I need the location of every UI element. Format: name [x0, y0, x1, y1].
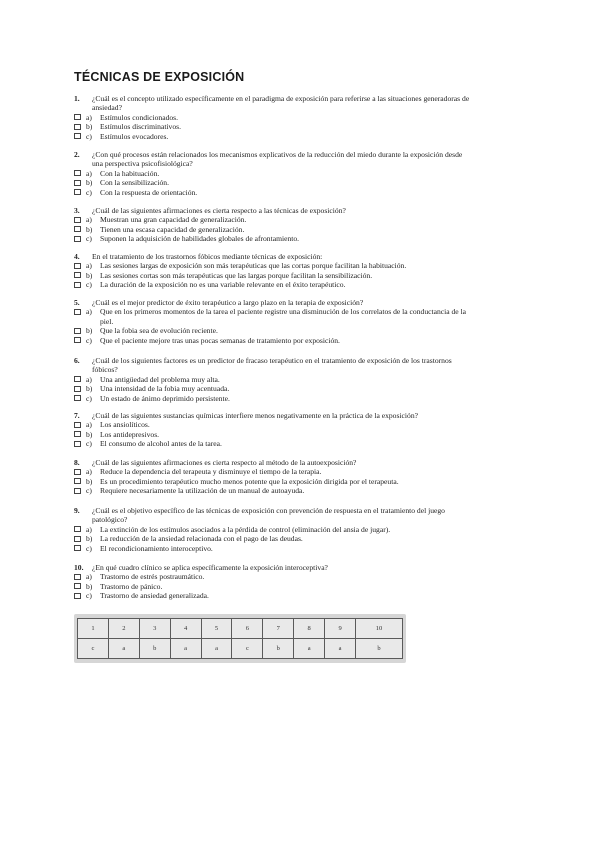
option-text: Que la fobia sea de evolución reciente. — [100, 326, 218, 336]
question-stem — [74, 356, 474, 375]
question-number: 1. — [74, 94, 80, 103]
answer-option[interactable] — [74, 477, 474, 486]
checkbox[interactable] — [74, 114, 81, 120]
answer-option[interactable] — [74, 336, 474, 345]
option-letter: b) — [86, 429, 93, 439]
question-stem — [74, 506, 474, 525]
option-letter: a) — [86, 524, 92, 534]
question-stem — [74, 252, 474, 261]
answer-option[interactable] — [74, 225, 474, 234]
question — [74, 252, 474, 290]
option-letter: b) — [86, 384, 93, 394]
option-text: Con la respuesta de orientación. — [100, 187, 198, 197]
option-text: Tienen una escasa capacidad de generalización. — [100, 224, 245, 234]
answer-option[interactable] — [74, 307, 474, 326]
option-text: La reducción de la ansiedad relacionada con el pago de las deudas. — [100, 534, 303, 544]
answer-option[interactable] — [74, 261, 474, 270]
checkbox[interactable] — [74, 395, 81, 401]
option-text: Con la sensibilización. — [100, 178, 169, 188]
option-letter: c) — [86, 280, 92, 290]
checkbox[interactable] — [74, 180, 81, 186]
checkbox[interactable] — [74, 545, 81, 551]
option-letter: b) — [86, 476, 93, 486]
question-text: ¿Cuál es el concepto utilizado específicamente en el paradigma de exposición para referirse a las situaciones generadoras de ansiedad? — [92, 94, 470, 113]
answer-option[interactable] — [74, 430, 474, 439]
answer-option[interactable] — [74, 122, 474, 131]
option-letter: b) — [86, 178, 93, 188]
answer-option[interactable] — [74, 326, 474, 335]
question-text: ¿Con qué procesos están relacionados los mecanismos explicativos de la reducción del miedo durante la exposición desde una perspectiva psicofisiológica? — [92, 150, 463, 169]
answer-option[interactable] — [74, 582, 474, 591]
checkbox[interactable] — [74, 328, 81, 334]
answer-option[interactable] — [74, 420, 474, 429]
answer-key-table — [77, 618, 403, 659]
checkbox[interactable] — [74, 431, 81, 437]
checkbox[interactable] — [74, 263, 81, 269]
question-stem — [74, 458, 474, 467]
answer-option[interactable] — [74, 271, 474, 280]
option-text: Las sesiones cortas son más terapéuticas que las largas porque facilitan la sensibilización. — [100, 270, 373, 280]
question-number: 3. — [74, 206, 80, 215]
option-text: Con la habituación. — [100, 168, 160, 178]
option-letter: b) — [86, 326, 93, 336]
question-text: ¿Cuál es el mejor predictor de éxito terapéutico a largo plazo en la terapia de exposición? — [92, 298, 364, 307]
answer-key-answer: b — [139, 639, 170, 659]
option-letter: a) — [86, 420, 92, 430]
option-text: Suponen la adquisición de habilidades globales de afrontamiento. — [100, 234, 300, 244]
option-letter: c) — [86, 486, 92, 496]
option-letter: b) — [86, 224, 93, 234]
checkbox[interactable] — [74, 217, 81, 223]
checkbox[interactable] — [74, 236, 81, 242]
checkbox[interactable] — [74, 337, 81, 343]
answer-option[interactable] — [74, 544, 474, 553]
checkbox[interactable] — [74, 422, 81, 428]
option-text: Reduce la dependencia del terapeuta y disminuye el tiempo de la terapia. — [100, 467, 322, 477]
option-letter: c) — [86, 439, 92, 449]
question — [74, 458, 474, 496]
option-text: Los ansiolíticos. — [100, 420, 150, 430]
answer-key-answer: a — [325, 639, 356, 659]
question-stem — [74, 94, 474, 113]
answer-option[interactable] — [74, 188, 474, 197]
question-stem — [74, 206, 474, 215]
checkbox[interactable] — [74, 272, 81, 278]
question-text: En el tratamiento de los trastornos fóbicos mediante técnicas de exposición: — [92, 252, 323, 261]
answer-option[interactable] — [74, 384, 474, 393]
answer-option[interactable] — [74, 169, 474, 178]
checkbox[interactable] — [74, 226, 81, 232]
answer-key-answer: b — [356, 639, 403, 659]
answer-option[interactable] — [74, 572, 474, 581]
answer-option[interactable] — [74, 534, 474, 543]
checkbox[interactable] — [74, 309, 81, 315]
option-letter: c) — [86, 131, 92, 141]
answer-key-number: 6 — [232, 619, 263, 639]
answer-key-number: 4 — [170, 619, 201, 639]
question-number: 10. — [74, 563, 84, 572]
answer-key-answer: a — [201, 639, 232, 659]
answer-key — [74, 614, 406, 663]
question-number: 8. — [74, 458, 80, 467]
option-text: Trastorno de pánico. — [100, 581, 163, 591]
question-stem — [74, 563, 474, 572]
answer-option[interactable] — [74, 234, 474, 243]
checkbox[interactable] — [74, 469, 81, 475]
question-text: ¿Cuál de las siguientes sustancias químicas interfiere menos negativamente en la práctica de la exposición? — [92, 411, 418, 420]
option-text: Estímulos condicionados. — [100, 112, 179, 122]
checkbox[interactable] — [74, 441, 81, 447]
answer-key-number: 5 — [201, 619, 232, 639]
option-text: Requiere necesariamente la utilización de un manual de autoayuda. — [100, 486, 305, 496]
question-number: 9. — [74, 506, 80, 515]
question — [74, 563, 474, 601]
option-letter: c) — [86, 234, 92, 244]
question-stem — [74, 298, 474, 307]
question-stem — [74, 411, 474, 420]
question — [74, 206, 474, 244]
question-text: ¿Cuál es el objetivo específico de las técnicas de exposición con prevención de respuesta en el tratamiento del juego patológico? — [92, 506, 445, 525]
question-text: ¿Cuál de los siguientes factores es un predictor de fracaso terapéutico en el tratamiento de exposición de los trastornos fóbicos? — [92, 356, 452, 375]
option-text: Las sesiones largas de exposición son más terapéuticas que las cortas porque facilitan la habituación. — [100, 261, 407, 271]
question-text: ¿En qué cuadro clínico se aplica específicamente la exposición interoceptiva? — [92, 563, 328, 572]
answer-key-number: 7 — [263, 619, 294, 639]
answer-option[interactable] — [74, 178, 474, 187]
question-text: ¿Cuál de las siguientes afirmaciones es cierta respecto al método de la autoexposición? — [92, 458, 357, 467]
option-text: Una antigüedad del problema muy alta. — [100, 374, 220, 384]
option-text: La extinción de los estímulos asociados a la pérdida de control (eliminación del ansia de jugar). — [100, 524, 391, 534]
checkbox[interactable] — [74, 124, 81, 130]
question — [74, 356, 474, 403]
answer-option[interactable] — [74, 132, 474, 141]
option-text: Los antidepresivos. — [100, 429, 160, 439]
checkbox[interactable] — [74, 536, 81, 542]
answer-key-number: 1 — [78, 619, 109, 639]
question — [74, 298, 474, 345]
checkbox[interactable] — [74, 583, 81, 589]
checkbox[interactable] — [74, 376, 81, 382]
question — [74, 411, 474, 449]
answer-option[interactable] — [74, 486, 474, 495]
checkbox[interactable] — [74, 593, 81, 599]
answer-key-answers-row — [78, 639, 403, 659]
option-text: Es un procedimiento terapéutico mucho menos potente que la exposición dirigida por el terapeuta. — [100, 476, 399, 486]
option-letter: a) — [86, 307, 92, 317]
checkbox[interactable] — [74, 170, 81, 176]
answer-option[interactable] — [74, 215, 474, 224]
answer-option[interactable] — [74, 280, 474, 289]
answer-key-number: 9 — [325, 619, 356, 639]
checkbox[interactable] — [74, 386, 81, 392]
option-letter: a) — [86, 112, 92, 122]
option-text: Una intensidad de la fobia muy acentuada. — [100, 384, 230, 394]
answer-key-number: 8 — [294, 619, 325, 639]
question-number: 2. — [74, 150, 80, 159]
answer-key-answer: c — [78, 639, 109, 659]
checkbox[interactable] — [74, 574, 81, 580]
option-letter: b) — [86, 122, 93, 132]
checkbox[interactable] — [74, 282, 81, 288]
option-letter: c) — [86, 393, 92, 403]
answer-key-number: 10 — [356, 619, 403, 639]
option-text: Trastorno de estrés postraumático. — [100, 572, 205, 582]
answer-option[interactable] — [74, 467, 474, 476]
question-stem — [74, 150, 474, 169]
checkbox[interactable] — [74, 526, 81, 532]
answer-option[interactable] — [74, 591, 474, 600]
option-text: Un estado de ánimo deprimido persistente. — [100, 393, 230, 403]
answer-key-answer: c — [232, 639, 263, 659]
option-letter: b) — [86, 534, 93, 544]
option-text: Muestran una gran capacidad de generalización. — [100, 215, 247, 225]
question-number: 6. — [74, 356, 80, 365]
option-letter: c) — [86, 591, 92, 601]
option-letter: a) — [86, 374, 92, 384]
option-letter: b) — [86, 270, 93, 280]
answer-option[interactable] — [74, 525, 474, 534]
option-letter: b) — [86, 581, 93, 591]
answer-key-answer: a — [294, 639, 325, 659]
answer-option[interactable] — [74, 439, 474, 448]
option-letter: c) — [86, 335, 92, 345]
option-text: El consumo de alcohol antes de la tarea. — [100, 439, 222, 449]
option-letter: a) — [86, 215, 92, 225]
option-letter: a) — [86, 168, 92, 178]
option-text: Que el paciente mejore tras unas pocas semanas de tratamiento por exposición. — [100, 335, 340, 345]
option-letter: a) — [86, 261, 92, 271]
option-text: Estímulos evocadores. — [100, 131, 169, 141]
answer-option[interactable] — [74, 375, 474, 384]
option-text: Estímulos discriminativos. — [100, 122, 181, 132]
answer-key-number: 2 — [108, 619, 139, 639]
checkbox[interactable] — [74, 488, 81, 494]
answer-key-answer: a — [108, 639, 139, 659]
answer-key-numbers-row — [78, 619, 403, 639]
option-text: Trastorno de ansiedad generalizada. — [100, 591, 209, 601]
option-letter: a) — [86, 467, 92, 477]
option-letter: c) — [86, 543, 92, 553]
page-title: TÉCNICAS DE EXPOSICIÓN — [74, 70, 245, 84]
question-number: 7. — [74, 411, 80, 420]
question — [74, 506, 474, 553]
option-text: La duración de la exposición no es una variable relevante en el éxito terapéutico. — [100, 280, 346, 290]
checkbox[interactable] — [74, 189, 81, 195]
question-text: ¿Cuál de las siguientes afirmaciones es cierta respecto a las técnicas de exposición? — [92, 206, 346, 215]
checkbox[interactable] — [74, 133, 81, 139]
question — [74, 150, 474, 197]
question-number: 5. — [74, 298, 80, 307]
question-number: 4. — [74, 252, 80, 261]
answer-option[interactable] — [74, 113, 474, 122]
checkbox[interactable] — [74, 478, 81, 484]
option-text: El recondicionamiento interoceptivo. — [100, 543, 213, 553]
answer-option[interactable] — [74, 394, 474, 403]
option-letter: c) — [86, 187, 92, 197]
option-letter: a) — [86, 572, 92, 582]
question — [74, 94, 474, 141]
answer-key-answer: b — [263, 639, 294, 659]
answer-key-number: 3 — [139, 619, 170, 639]
answer-key-answer: a — [170, 639, 201, 659]
option-text: Que en los primeros momentos de la tarea el paciente registre una disminución de los correlatos de la conductancia de la piel. — [100, 307, 467, 326]
